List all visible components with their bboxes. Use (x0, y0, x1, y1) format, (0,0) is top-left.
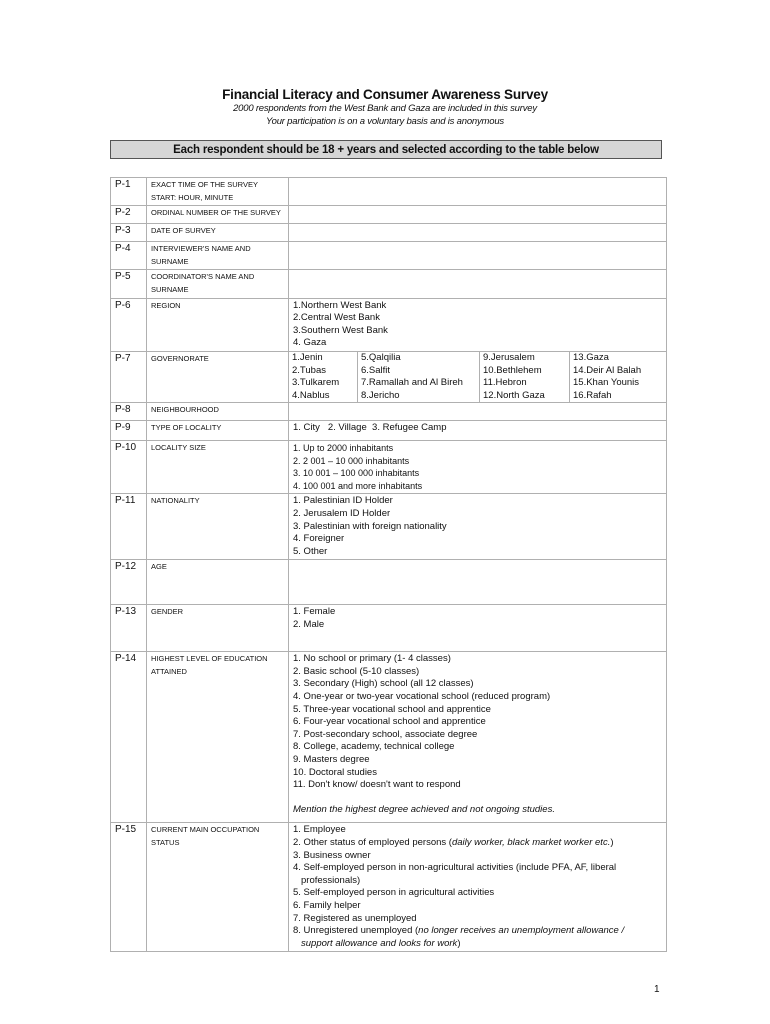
page-title: Financial Literacy and Consumer Awareness Survey (222, 87, 548, 102)
option[interactable]: 1. Up to 2000 inhabitants (293, 443, 394, 454)
row-p13 (111, 605, 667, 652)
row-code: P-13 (111, 605, 147, 652)
row-p4 (111, 242, 667, 270)
answer-field[interactable] (289, 242, 667, 270)
row-label: INTERVIEWER'S NAME AND SURNAME (147, 242, 289, 270)
option[interactable]: 16.Rafah (573, 389, 612, 401)
option[interactable] (293, 837, 662, 850)
option[interactable]: 1. No school or primary (1- 4 classes) (293, 653, 451, 665)
row-label: HIGHEST LEVEL OF EDUCATION ATTAINED (147, 652, 289, 823)
option[interactable]: 3. 10 001 – 100 000 inhabitants (293, 468, 420, 479)
row-label: EXACT TIME OF THE SURVEY START: HOUR, MINUTE (147, 178, 289, 206)
option[interactable]: 15.Khan Younis (573, 377, 640, 389)
option[interactable]: 1.Jenin (289, 352, 358, 365)
option[interactable]: 8.Jericho (358, 390, 480, 403)
option[interactable]: 14.Deir Al Balah (573, 364, 642, 376)
option-text: ) (457, 937, 461, 949)
row-p1 (111, 178, 667, 206)
gender-options[interactable] (289, 605, 667, 652)
row-code: P-1 (111, 178, 147, 206)
row-code: P-8 (111, 403, 147, 421)
locality-size-options[interactable] (289, 441, 667, 494)
row-code: P-6 (111, 298, 147, 351)
row-p3 (111, 224, 667, 242)
option[interactable]: 3.Southern West Bank (293, 324, 388, 336)
row-p7 (111, 351, 667, 402)
row-code: P-11 (111, 494, 147, 560)
option-emphasis: no longer receives an unemployment allowance / (418, 925, 625, 937)
row-p6 (111, 298, 667, 351)
option[interactable]: 13.Gaza (573, 351, 609, 363)
row-p15 (111, 823, 667, 952)
option[interactable]: 3. Palestinian with foreign nationality (293, 520, 447, 532)
answer-field[interactable] (289, 270, 667, 298)
row-p9 (111, 421, 667, 441)
option[interactable]: 4. One-year or two-year vocational school (reduced program) (293, 691, 551, 703)
option[interactable]: 4. 100 001 and more inhabitants (293, 480, 423, 491)
option[interactable]: 6.Salfit (358, 365, 480, 378)
answer-field[interactable] (289, 178, 667, 206)
row-p14 (111, 652, 667, 823)
option[interactable]: 2. 2 001 – 10 000 inhabitants (293, 455, 410, 466)
option[interactable]: 5.Qalqilia (358, 352, 480, 365)
option[interactable]: 7.Ramallah and Al Bireh (358, 377, 480, 390)
option-continuation: professionals) (301, 874, 361, 886)
nationality-options[interactable] (289, 494, 667, 560)
option[interactable]: 2. Male (293, 618, 325, 630)
row-label: DATE OF SURVEY (147, 224, 289, 242)
option[interactable]: 4.Nablus (289, 390, 358, 403)
row-code: P-9 (111, 421, 147, 441)
row-label: REGION (147, 298, 289, 351)
row-code: P-10 (111, 441, 147, 494)
answer-field[interactable] (289, 403, 667, 421)
option-continuation (293, 938, 662, 951)
option[interactable]: 5. Other (293, 545, 328, 557)
option[interactable]: 2.Tubas (289, 365, 358, 378)
row-code: P-4 (111, 242, 147, 270)
row-p12 (111, 560, 667, 605)
row-p10 (111, 441, 667, 494)
option[interactable]: 1. Palestinian ID Holder (293, 495, 393, 507)
option[interactable]: 9.Jerusalem (480, 352, 570, 365)
option[interactable]: 2.Central West Bank (293, 312, 380, 324)
option[interactable]: 1.Northern West Bank (293, 299, 387, 311)
row-label: ORDINAL NUMBER OF THE SURVEY (147, 206, 289, 224)
answer-field[interactable] (289, 224, 667, 242)
option[interactable]: 3.Tulkarem (289, 377, 358, 390)
option[interactable]: 2. Jerusalem ID Holder (293, 507, 391, 519)
row-label: NATIONALITY (147, 494, 289, 560)
option[interactable]: 3. Business owner (293, 849, 371, 861)
option[interactable]: 5. Self-employed person in agricultural activities (293, 887, 495, 899)
option[interactable]: 1. Employee (293, 824, 346, 836)
education-options[interactable] (289, 652, 667, 823)
option-emphasis: daily worker, black market worker etc. (451, 837, 611, 848)
row-code: P-5 (111, 270, 147, 298)
option[interactable]: 2. Basic school (5-10 classes) (293, 665, 420, 677)
row-label: AGE (147, 560, 289, 605)
option[interactable]: 9. Masters degree (293, 754, 370, 766)
row-code: P-3 (111, 224, 147, 242)
option[interactable]: 4. Self-employed person in non-agricultural activities (include PFA, AF, liberal (293, 862, 617, 874)
row-p5 (111, 270, 667, 298)
row-code: P-7 (111, 351, 147, 402)
option[interactable]: 1. Female (293, 606, 336, 618)
row-code: P-15 (111, 823, 147, 952)
option[interactable]: 6. Family helper (293, 899, 361, 911)
occupation-options[interactable] (289, 823, 667, 952)
education-note: Mention the highest degree achieved and not ongoing studies. (293, 803, 555, 815)
option[interactable]: 8. College, academy, technical college (293, 741, 455, 753)
answer-field[interactable] (289, 206, 667, 224)
option-text: ) (610, 837, 614, 848)
option[interactable]: 6. Four-year vocational school and apprentice (293, 716, 486, 728)
option-emphasis: support allowance and looks for work (301, 937, 458, 949)
subtitle-voluntary: Your participation is on a voluntary basis and is anonymous (266, 116, 504, 127)
option[interactable]: 7. Registered as unemployed (293, 912, 417, 924)
option[interactable]: 4. Gaza (293, 337, 327, 349)
row-p2 (111, 206, 667, 224)
option[interactable]: 10.Bethlehem (480, 365, 570, 378)
instruction-banner: Each respondent should be 18 + years and selected according to the table below (110, 140, 662, 159)
option-text: 2. Other status of employed persons ( (293, 837, 452, 848)
option-text: 8. Unregistered unemployed ( (293, 925, 419, 937)
option[interactable]: 12.North Gaza (480, 390, 570, 403)
page-number: 1 (654, 984, 660, 995)
row-label: CURRENT MAIN OCCUPATION STATUS (147, 823, 289, 952)
row-label: COORDINATOR'S NAME AND SURNAME (147, 270, 289, 298)
subtitle-respondents: 2000 respondents from the West Bank and Gaza are included in this survey (233, 103, 537, 114)
row-label: TYPE OF LOCALITY (147, 421, 289, 441)
row-p8 (111, 403, 667, 421)
option[interactable]: 11.Hebron (480, 377, 570, 390)
row-label: LOCALITY SIZE (147, 441, 289, 494)
option[interactable]: 5. Three-year vocational school and apprentice (293, 703, 491, 715)
survey-table (110, 177, 667, 952)
option[interactable]: 3. Secondary (High) school (all 12 classes) (293, 678, 474, 690)
row-label: GENDER (147, 605, 289, 652)
row-code: P-12 (111, 560, 147, 605)
row-code: P-14 (111, 652, 147, 823)
row-p11 (111, 494, 667, 560)
region-options[interactable] (289, 298, 667, 351)
row-label: GOVERNORATE (147, 351, 289, 402)
option[interactable] (293, 925, 662, 938)
option[interactable]: 11. Don't know/ doesn't want to respond (293, 779, 461, 791)
governorate-options[interactable] (289, 351, 667, 402)
locality-type-options[interactable]: 1. City 2. Village 3. Refugee Camp (289, 421, 667, 441)
row-code: P-2 (111, 206, 147, 224)
option[interactable]: 4. Foreigner (293, 533, 345, 545)
row-label: NEIGHBOURHOOD (147, 403, 289, 421)
answer-field[interactable] (289, 560, 667, 605)
option[interactable]: 10. Doctoral studies (293, 766, 377, 778)
option[interactable]: 7. Post-secondary school, associate degree (293, 728, 478, 740)
